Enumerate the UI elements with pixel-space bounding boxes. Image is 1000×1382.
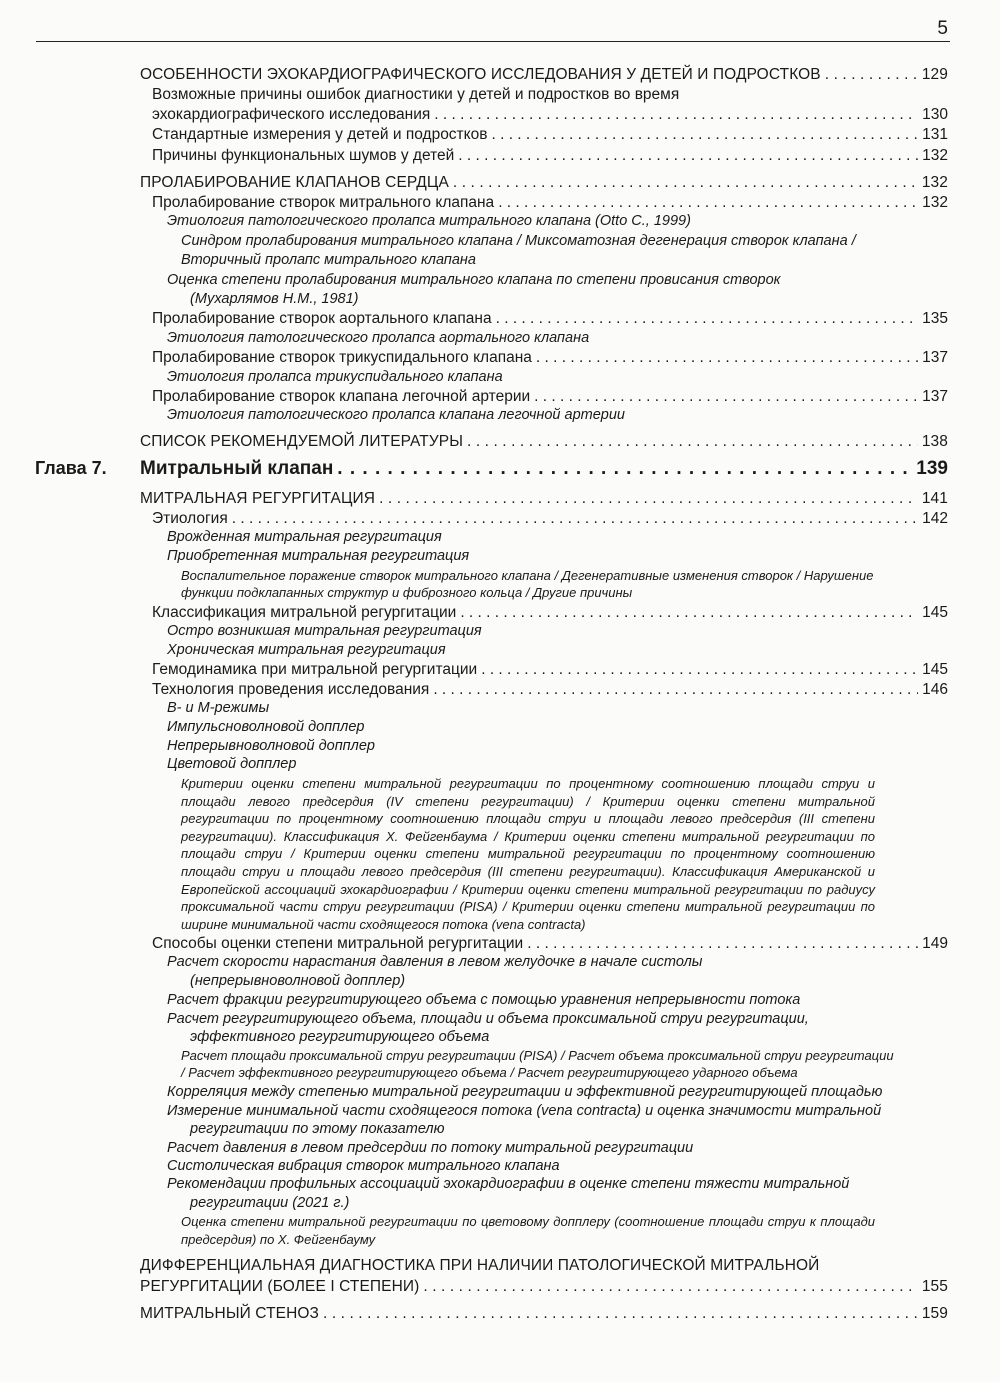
- toc-subentry: (Мухарлямов Н.М., 1981): [190, 291, 359, 307]
- toc-entry-title: Пролабирование створок аортального клапана: [152, 310, 492, 327]
- toc-entry-title: Классификация митральной регургитации: [152, 604, 457, 621]
- toc-entry-page: 130: [922, 106, 948, 123]
- top-rule: [36, 41, 950, 42]
- toc-subentry: Непрерывноволновой допплер: [167, 738, 375, 754]
- toc-entry-page: 135: [922, 310, 948, 327]
- toc-entry-title: Этиология: [152, 510, 228, 527]
- toc-entry[interactable]: [140, 433, 948, 451]
- toc-entry-title: Пролабирование створок трикуспидального клапана: [152, 349, 532, 366]
- toc-entry[interactable]: [140, 174, 948, 192]
- toc-entry-page: 155: [921, 1278, 948, 1295]
- chapter-entry[interactable]: [140, 458, 948, 480]
- toc-entry-title: ДИФФЕРЕНЦИАЛЬНАЯ ДИАГНОСТИКА ПРИ НАЛИЧИИ ПАТОЛОГИЧЕСКОЙ МИТРАЛЬНОЙ: [140, 1257, 820, 1274]
- toc-entry-page: 131: [922, 126, 948, 143]
- toc-subentry: Этиология патологического пролапса аортального клапана: [167, 330, 590, 346]
- toc-entry-page: 132: [921, 174, 948, 191]
- toc-subentry: эффективного регургитирующего объема: [190, 1029, 490, 1045]
- toc-paragraph: Критерии оценки степени митральной регургитации по процентному соотношению площади струи и площади левого предсердия (IV степени регургитации) / Критерии оценки степени митральной регургитации по процентному соотношению площади струи и площади левого предсердия (III степени регургитации). Классификация Х. Фейгенбаума / Критерии оценки степени митральной регургитации по площади струи / Критерии оценки степени митральной регургитации по процентному соотношению площади струи и площади левого предсердия (III степени регургитации). Классификация Американской и Европейской ассоциаций эхокардиографии / Критерии оценки степени митральной регургитации по радиусу проксимальной части струи регургитации (PISA) / Критерии оценки степени митральной регургитации по ширине минимальной части сходящегося потока (vena contracta): [181, 776, 875, 932]
- toc-subentry: Расчет регургитирующего объема, площади и объема проксимальной струи регургитации,: [167, 1011, 809, 1027]
- toc-entry-title: Пролабирование створок клапана легочной артерии: [152, 388, 531, 405]
- toc-entry-page: 145: [922, 661, 948, 678]
- toc-entry[interactable]: [152, 510, 948, 528]
- toc-entry-title: Гемодинамика при митральной регургитации: [152, 661, 478, 678]
- toc-subentry: Приобретенная митральная регургитация: [167, 548, 470, 564]
- toc-subentry: Измерение минимальной части сходящегося потока (vena contracta) и оценка значимости митральной: [167, 1103, 882, 1119]
- toc-subentry: Врожденная митральная регургитация: [167, 529, 442, 545]
- toc-entry[interactable]: [152, 147, 948, 165]
- toc-entry-page: 137: [922, 388, 948, 405]
- toc-entry-title: ПРОЛАБИРОВАНИЕ КЛАПАНОВ СЕРДЦА: [140, 174, 449, 191]
- toc-entry[interactable]: [152, 349, 948, 367]
- toc-entry-title: СПИСОК РЕКОМЕНДУЕМОЙ ЛИТЕРАТУРЫ: [140, 433, 464, 450]
- toc-entry-page: 146: [922, 681, 948, 698]
- toc-subentry: Этиология патологического пролапса клапана легочной артерии: [167, 407, 625, 423]
- toc-entry-title: Причины функциональных шумов у детей: [152, 147, 455, 164]
- page-number: 5: [937, 18, 948, 39]
- toc-entry-page: 142: [922, 510, 948, 527]
- toc-entry-page: 129: [921, 66, 948, 83]
- toc-entry-title: эхокардиографического исследования: [152, 106, 431, 123]
- toc-paragraph: Оценка степени митральной регургитации по цветовому допплеру (соотношение площади струи к площади предсердия) по Х. Фейгенбауму: [181, 1214, 875, 1247]
- toc-entry[interactable]: [140, 66, 948, 84]
- toc-subentry: Импульсноволновой допплер: [167, 719, 365, 735]
- toc-subentry: Рекомендации профильных ассоциаций эхокардиографии в оценке степени тяжести митральной: [167, 1176, 850, 1192]
- toc-entry[interactable]: [140, 1278, 948, 1296]
- toc-subentry: Этиология пролапса трикуспидального клапана: [167, 369, 503, 385]
- toc-subentry: регургитации по этому показателю: [190, 1121, 445, 1137]
- toc-entry-title: Способы оценки степени митральной регургитации: [152, 935, 524, 952]
- toc-entry[interactable]: [152, 388, 948, 406]
- toc-entry[interactable]: [152, 106, 948, 124]
- toc-entry[interactable]: [152, 126, 948, 144]
- toc-entry-page: 159: [921, 1305, 948, 1322]
- toc-entry-title: Стандартные измерения у детей и подростков: [152, 126, 488, 143]
- toc-entry-title: Возможные причины ошибок диагностики у детей и подростков во время: [152, 86, 680, 103]
- toc-subentry: Хроническая митральная регургитация: [167, 642, 446, 658]
- toc-subentry: (непрерывноволновой допплер): [190, 973, 406, 989]
- toc-subentry: Оценка степени пролабирования митрального клапана по степени провисания створок: [167, 272, 781, 288]
- toc-entry[interactable]: [152, 194, 948, 212]
- toc-entry-title: Технология проведения исследования: [152, 681, 430, 698]
- toc-subentry: Расчет фракции регургитирующего объема с помощью уравнения непрерывности потока: [167, 992, 801, 1008]
- toc-entry-page: 149: [922, 935, 948, 952]
- toc-entry[interactable]: [152, 681, 948, 699]
- toc-subentry: Корреляция между степенью митральной регургитации и эффективной регургитирующей площадью: [167, 1084, 883, 1100]
- toc-subentry: B- и М-режимы: [167, 700, 270, 716]
- toc-subentry: Систолическая вибрация створок митрального клапана: [167, 1158, 560, 1174]
- toc-entry-title: РЕГУРГИТАЦИИ (БОЛЕЕ I СТЕПЕНИ): [140, 1278, 420, 1295]
- toc-entry[interactable]: [152, 935, 948, 953]
- toc-entry-page: 138: [921, 433, 948, 450]
- chapter-page: 139: [916, 458, 948, 479]
- toc-entry-page: 132: [922, 147, 948, 164]
- toc-entry-title: МИТРАЛЬНАЯ РЕГУРГИТАЦИЯ: [140, 490, 376, 507]
- toc-entry-page: 145: [922, 604, 948, 621]
- toc-subentry: / Расчет эффективного регургитирующего объема / Расчет регургитирующего ударного объема: [181, 1065, 798, 1080]
- toc-entry[interactable]: [152, 661, 948, 679]
- toc-subentry: Этиология патологического пролапса митрального клапана (Otto C., 1999): [167, 213, 691, 229]
- toc-subentry: Расчет давления в левом предсердии по потоку митральной регургитации: [167, 1140, 694, 1156]
- toc-entry[interactable]: [152, 604, 948, 622]
- toc-entry-page: 137: [922, 349, 948, 366]
- toc-entry-title: МИТРАЛЬНЫЙ СТЕНОЗ: [140, 1305, 320, 1322]
- toc-subentry: Вторичный пролапс митрального клапана: [181, 252, 476, 268]
- toc-entry-page: 132: [922, 194, 948, 211]
- toc-subentry: Расчет скорости нарастания давления в левом желудочке в начале систолы: [167, 954, 703, 970]
- toc-entry-title: ОСОБЕННОСТИ ЭХОКАРДИОГРАФИЧЕСКОГО ИССЛЕДОВАНИЯ У ДЕТЕЙ И ПОДРОСТКОВ: [140, 66, 821, 83]
- toc-subentry: Цветовой допплер: [167, 756, 297, 772]
- toc-subentry: Остро возникшая митральная регургитация: [167, 623, 482, 639]
- toc-subentry: функции подклапанных структур и фиброзного кольца / Другие причины: [181, 585, 633, 600]
- toc-entry[interactable]: [140, 490, 948, 508]
- toc-subentry: регургитации (2021 г.): [190, 1195, 350, 1211]
- toc-subentry: Воспалительное поражение створок митрального клапана / Дегенеративные изменения створок / Нарушение: [181, 568, 874, 583]
- toc-subentry: Расчет площади проксимальной струи регургитации (PISA) / Расчет объема проксимальной струи регургитации: [181, 1048, 894, 1063]
- chapter-label: Глава 7.: [35, 458, 107, 478]
- toc-entry-title: Пролабирование створок митрального клапана: [152, 194, 495, 211]
- chapter-title: Митральный клапан: [140, 458, 334, 479]
- toc-entry[interactable]: [152, 310, 948, 328]
- toc-entry[interactable]: [140, 1305, 948, 1323]
- toc-subentry: Синдром пролабирования митрального клапана / Миксоматозная дегенерация створок клапана /: [181, 233, 856, 249]
- toc-entry-page: 141: [921, 490, 948, 507]
